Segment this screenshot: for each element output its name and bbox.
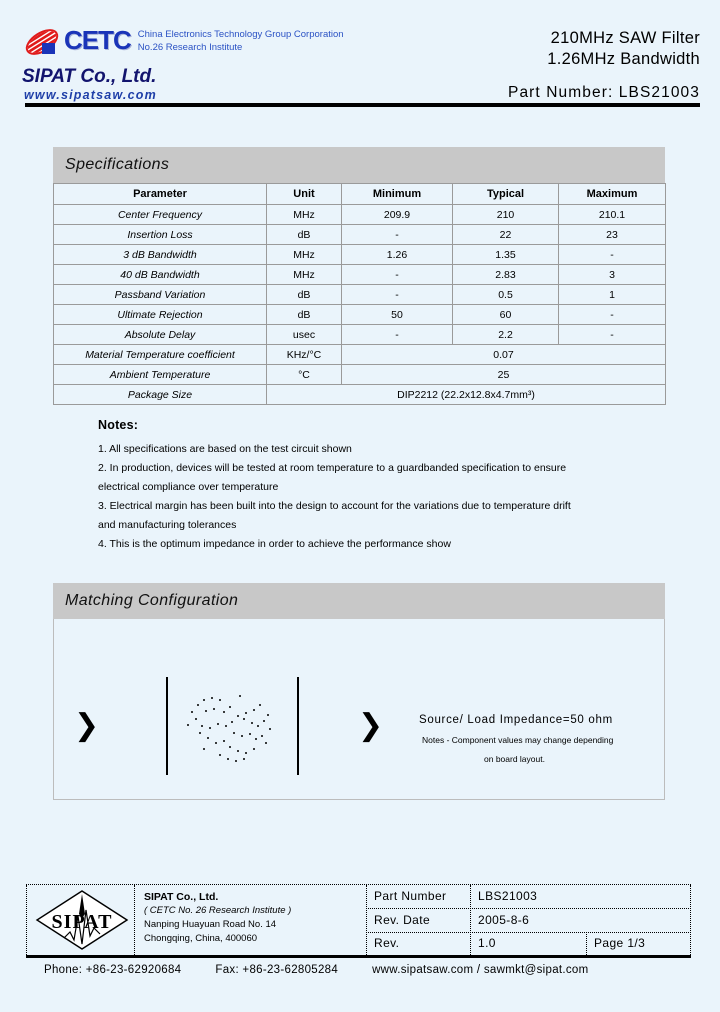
company-website-link[interactable]: www.sipatsaw.com: [24, 88, 157, 102]
circuit-left-terminal: [166, 677, 168, 775]
sipat-logo-icon: [34, 888, 130, 952]
table-row: [54, 225, 666, 245]
note-item: 1. All specifications are based on the test circuit shown: [98, 443, 352, 455]
company-name: SIPAT Co., Ltd.: [22, 66, 157, 87]
cell-package-value: DIP2212 (22.2x12.8x4.7mm³): [267, 385, 666, 405]
cell-parameter: 40 dB Bandwidth: [54, 265, 267, 285]
footer-value-rev-date: 2005-8-6: [478, 913, 530, 927]
matching-configuration-title: Matching Configuration: [53, 583, 665, 619]
cetc-logo-block: [22, 26, 344, 58]
cell-unit: dB: [267, 225, 342, 245]
footer-divider: [26, 885, 27, 955]
footer-city-address: Chongqing, China, 400060: [144, 933, 258, 944]
col-header-unit: Unit: [267, 184, 342, 205]
specifications-title: Specifications: [53, 147, 665, 183]
footer-value-part-number: LBS21003: [478, 889, 538, 903]
cell-typ: 210: [453, 205, 559, 225]
table-row: [54, 265, 666, 285]
header-part-number: Part Number: LBS21003: [508, 84, 700, 101]
table-row: [54, 285, 666, 305]
table-row-package: [54, 385, 666, 405]
col-header-parameter: Parameter: [54, 184, 267, 205]
cell-parameter: Insertion Loss: [54, 225, 267, 245]
footer-divider: [690, 885, 691, 955]
cell-max: -: [559, 245, 666, 265]
footer-address-block: [144, 890, 291, 946]
cell-typ: 22: [453, 225, 559, 245]
cell-parameter: Absolute Delay: [54, 325, 267, 345]
footer-label-rev-date: Rev. Date: [374, 913, 431, 927]
cetc-wordmark: CETC: [64, 25, 131, 55]
cell-min: -: [342, 225, 453, 245]
footer-divider: [366, 908, 691, 909]
footer-phone: Phone: +86-23-62920684: [44, 964, 182, 976]
matching-note-line1: Notes - Component values may change depending: [422, 735, 614, 745]
footer-contact-line: [44, 964, 589, 976]
svg-text:SIPAT: SIPAT: [51, 911, 113, 933]
footer-label-rev: Rev.: [374, 936, 400, 950]
cell-unit: KHz/°C: [267, 345, 342, 365]
cell-typ: 1.35: [453, 245, 559, 265]
page-header: [0, 0, 720, 105]
cell-max: 3: [559, 265, 666, 285]
cell-min: 1.26: [342, 245, 453, 265]
matching-configuration-panel: [53, 583, 665, 800]
note-item-continuation: and manufacturing tolerances: [98, 519, 237, 531]
cell-unit: MHz: [267, 205, 342, 225]
footer-bottom-border: [26, 955, 691, 958]
cell-min: 209.9: [342, 205, 453, 225]
input-arrow-icon: ❯: [74, 708, 100, 743]
cell-typ: 2.2: [453, 325, 559, 345]
header-divider: [25, 103, 700, 107]
cell-parameter: Center Frequency: [54, 205, 267, 225]
footer-divider: [366, 932, 691, 933]
footer-value-rev: 1.0: [478, 936, 496, 950]
cell-typ: 0.5: [453, 285, 559, 305]
footer-institute-name: ( CETC No. 26 Research Institute ): [144, 905, 292, 916]
footer-divider: [134, 885, 135, 955]
col-header-minimum: Minimum: [342, 184, 453, 205]
table-row: [54, 345, 666, 365]
footer-fax: Fax: +86-23-62805284: [215, 964, 339, 976]
col-header-typical: Typical: [453, 184, 559, 205]
cell-parameter: Passband Variation: [54, 285, 267, 305]
table-row: [54, 325, 666, 345]
cell-min: -: [342, 265, 453, 285]
footer-street-address: Nanping Huayuan Road No. 14: [144, 919, 277, 930]
note-item-continuation: electrical compliance over temperature: [98, 481, 279, 493]
table-row: [54, 205, 666, 225]
cetc-corporation-line: China Electronics Technology Group Corporation: [137, 29, 344, 40]
footer-title-block: [26, 884, 691, 956]
table-row: [54, 365, 666, 385]
cetc-institute-line: No.26 Research Institute: [137, 42, 243, 53]
matching-circuit-diagram: [184, 681, 284, 773]
cell-unit: dB: [267, 305, 342, 325]
cell-unit: °C: [267, 365, 342, 385]
cetc-emblem-icon: [22, 26, 62, 58]
footer-web-email[interactable]: www.sipatsaw.com / sawmkt@sipat.com: [372, 964, 589, 976]
cell-unit: MHz: [267, 245, 342, 265]
cell-max: -: [559, 305, 666, 325]
cell-typ: 2.83: [453, 265, 559, 285]
cell-typ: 60: [453, 305, 559, 325]
cell-min: -: [342, 325, 453, 345]
cell-unit: usec: [267, 325, 342, 345]
footer-divider: [470, 885, 471, 955]
cell-parameter: Ambient Temperature: [54, 365, 267, 385]
cell-min: 50: [342, 305, 453, 325]
table-row: [54, 245, 666, 265]
cell-parameter: Material Temperature coefficient: [54, 345, 267, 365]
footer-company-name: SIPAT Co., Ltd.: [144, 891, 219, 903]
cell-max: 1: [559, 285, 666, 305]
footer-divider: [586, 932, 587, 955]
matching-configuration-body: [53, 619, 665, 800]
specifications-panel: [53, 147, 665, 405]
table-header-row: [54, 184, 666, 205]
circuit-right-terminal: [297, 677, 299, 775]
notes-section: [98, 418, 643, 554]
cell-unit: dB: [267, 285, 342, 305]
output-arrow-icon: ❯: [358, 708, 384, 743]
product-title-line2: 1.26MHz Bandwidth: [547, 50, 700, 68]
cell-merged-value: 25: [342, 365, 666, 385]
cetc-subtitle-block: [138, 28, 344, 54]
note-item: 4. This is the optimum impedance in order to achieve the performance show: [98, 538, 451, 550]
matching-note-line2: on board layout.: [484, 754, 545, 764]
footer-page-number: Page 1/3: [594, 936, 646, 950]
footer-top-border: [26, 884, 691, 885]
table-row: [54, 305, 666, 325]
footer-divider: [366, 885, 367, 955]
cell-parameter: 3 dB Bandwidth: [54, 245, 267, 265]
cell-max: 23: [559, 225, 666, 245]
cell-parameter: Ultimate Rejection: [54, 305, 267, 325]
product-title-line1: 210MHz SAW Filter: [550, 29, 700, 47]
specifications-table: [53, 183, 666, 405]
cell-max: 210.1: [559, 205, 666, 225]
note-item: 2. In production, devices will be tested at room temperature to a guardbanded specification to ensure: [98, 462, 567, 474]
cell-parameter: Package Size: [54, 385, 267, 405]
cell-unit: MHz: [267, 265, 342, 285]
note-item: 3. Electrical margin has been built into the design to account for the variations due to temperature drift: [98, 500, 571, 512]
source-load-impedance-label: Source/ Load Impedance=50 ohm: [419, 714, 613, 726]
footer-label-part-number: Part Number: [374, 889, 447, 903]
notes-title: Notes:: [98, 418, 139, 432]
cell-max: -: [559, 325, 666, 345]
col-header-maximum: Maximum: [559, 184, 666, 205]
cell-merged-value: 0.07: [342, 345, 666, 365]
cell-min: -: [342, 285, 453, 305]
